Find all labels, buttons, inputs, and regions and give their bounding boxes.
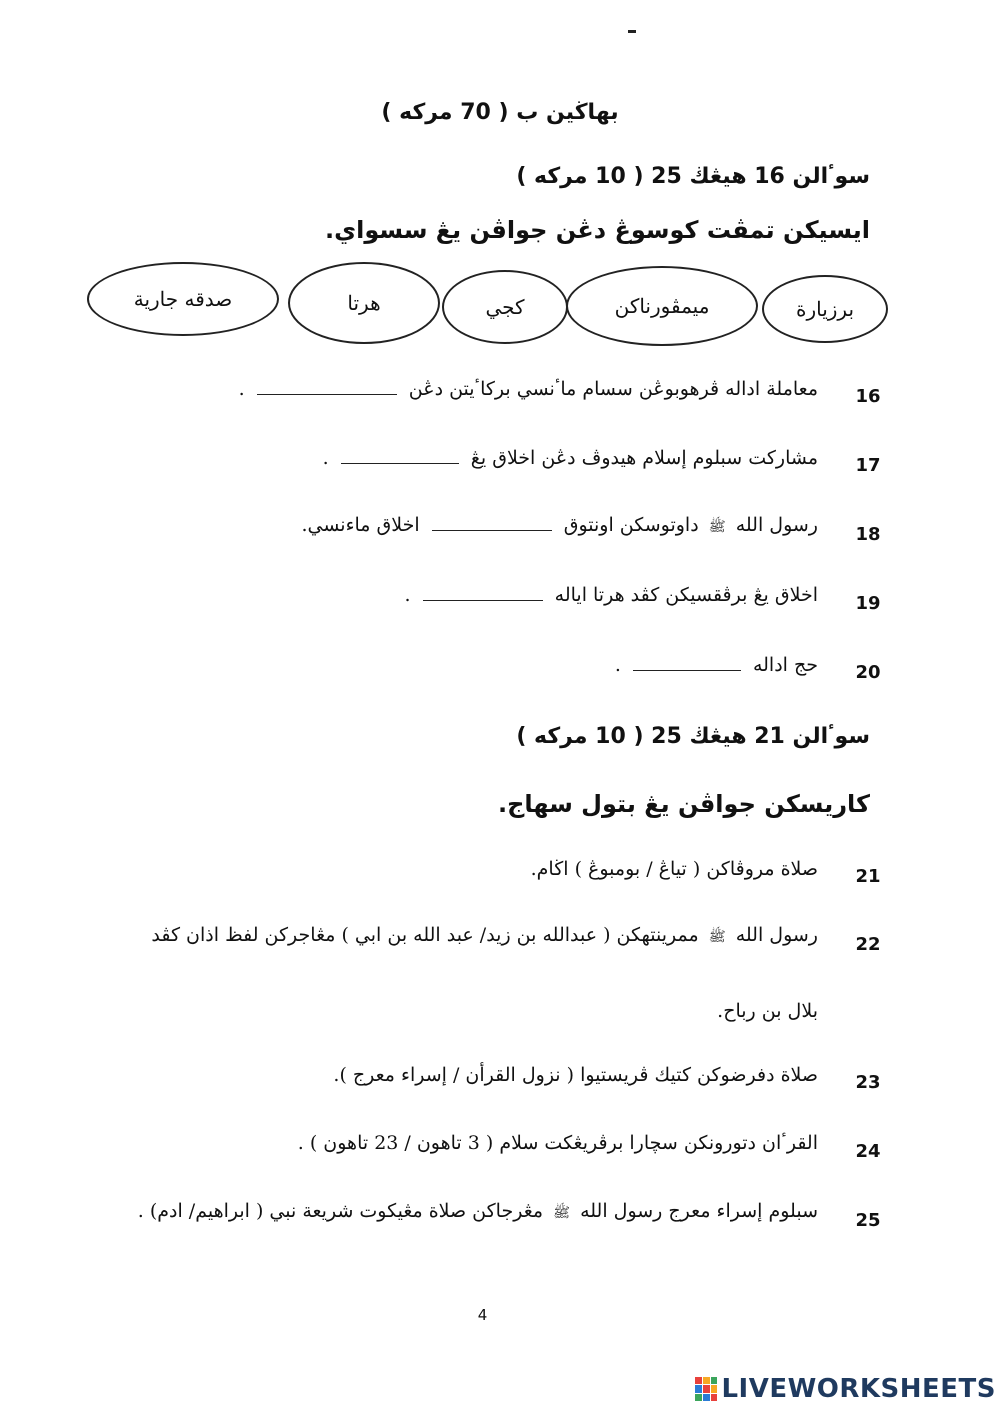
question-number-18: 18 [855, 524, 881, 545]
question-text: حج اداله [752, 654, 818, 676]
question-22-line2: بلال بن رباح. [717, 1000, 818, 1022]
question-number-25: 25 [855, 1210, 881, 1231]
question-text: معاملة اداله ڤرهوبوڠن سسام ماٴنسي بركاٴيتن دڠن [408, 378, 818, 400]
option-label: ميمڤورناكن [614, 294, 710, 318]
question-21: صلاة مروڤاكن ( تياڠ / بومبوڠ ) اڬام. [530, 858, 818, 880]
liveworksheets-logo-icon [695, 1377, 717, 1401]
question-23: صلاة دفرضوكن كتيك ڤريستيوا ( نزول القرأن / إسراء معرج ). [333, 1064, 818, 1086]
section-title: بهاڬين ب ( 70 مركه ) [381, 100, 619, 125]
question-24: القرٴان دتورونكن سچارا برڤريڠكت سلام ( 3 تاهون / 23 تاهون ) . [297, 1132, 818, 1154]
pbuh-symbol: ﷺ [553, 1205, 571, 1221]
question-number-22: 22 [855, 934, 881, 955]
option-oval-4 [288, 262, 440, 344]
question-25 [138, 1200, 818, 1224]
instruction-fill-blanks: ايسيكن تمڤت كوسوڠ دڠن جواڤن يڠ سسواي. [325, 216, 870, 244]
question-text: رسول الله [735, 514, 818, 536]
question-number-16: 16 [855, 386, 881, 407]
pbuh-symbol: ﷺ [708, 519, 726, 535]
question-text-cont: مڠرجاكن صلاة مڠيكوت شريعة نبي ( ابراهيم/ ادم) . [137, 1200, 544, 1222]
pbuh-symbol: ﷺ [708, 929, 726, 945]
question-19 [405, 584, 819, 606]
answer-blank-19[interactable] [423, 599, 543, 601]
question-heading-16-25: سوٴالن 16 هيڠڬ 25 ( 10 مركه ) [516, 164, 870, 189]
option-label: هرتا [347, 291, 381, 315]
question-number-23: 23 [855, 1072, 881, 1093]
answer-blank-18[interactable] [432, 529, 552, 531]
question-text-end: . [404, 584, 411, 606]
question-16 [239, 378, 818, 400]
option-oval-1 [762, 275, 888, 343]
answer-blank-20[interactable] [633, 669, 741, 671]
question-text: سبلوم إسراء معرج رسول الله [580, 1200, 818, 1222]
question-number-21: 21 [855, 866, 881, 887]
question-text-end: . [238, 378, 245, 400]
option-oval-3 [442, 270, 568, 344]
page-number: 4 [477, 1306, 488, 1324]
question-text: مشاركت سبلوم إسلام هيدوڤ دڠن اخلاق يڠ [470, 447, 818, 469]
liveworksheets-watermark [695, 1374, 996, 1404]
question-number-19: 19 [855, 593, 881, 614]
question-text-cont: ممرينتهكن ( عبدالله بن زيد/ عبد الله بن ابي ) مڠاجركن لفظ اذان كڤد [151, 924, 699, 946]
question-text: رسول الله [735, 924, 818, 946]
instruction-choose-correct: كاريسكن جواڤن يڠ بتول سهاج. [497, 790, 870, 818]
question-18 [301, 514, 818, 538]
question-text-end: . [322, 447, 329, 469]
answer-blank-17[interactable] [341, 462, 459, 464]
option-oval-2 [566, 266, 758, 346]
question-17 [323, 447, 818, 469]
question-number-24: 24 [855, 1141, 881, 1162]
question-20 [615, 654, 818, 676]
question-number-17: 17 [855, 455, 881, 476]
option-label: برزيارة [795, 297, 855, 321]
page-mark [628, 30, 636, 33]
option-oval-5 [87, 262, 279, 336]
question-text-end: اخلاق ماءنسي. [301, 514, 420, 536]
question-text-mid: داوتوسكن اونتوق [563, 514, 699, 536]
option-label: كجي [485, 295, 525, 319]
question-text: اخلاق يڠ برڤقسيكن كڤد هرتا اياله [554, 584, 818, 606]
option-label: صدقه جارية [133, 287, 233, 311]
answer-blank-16[interactable] [257, 393, 397, 395]
question-number-20: 20 [855, 662, 881, 683]
watermark-text: LIVEWORKSHEETS [721, 1374, 996, 1404]
question-text-end: . [614, 654, 621, 676]
question-heading-21-25: سوٴالن 21 هيڠڬ 25 ( 10 مركه ) [516, 724, 870, 749]
question-22 [151, 924, 818, 948]
